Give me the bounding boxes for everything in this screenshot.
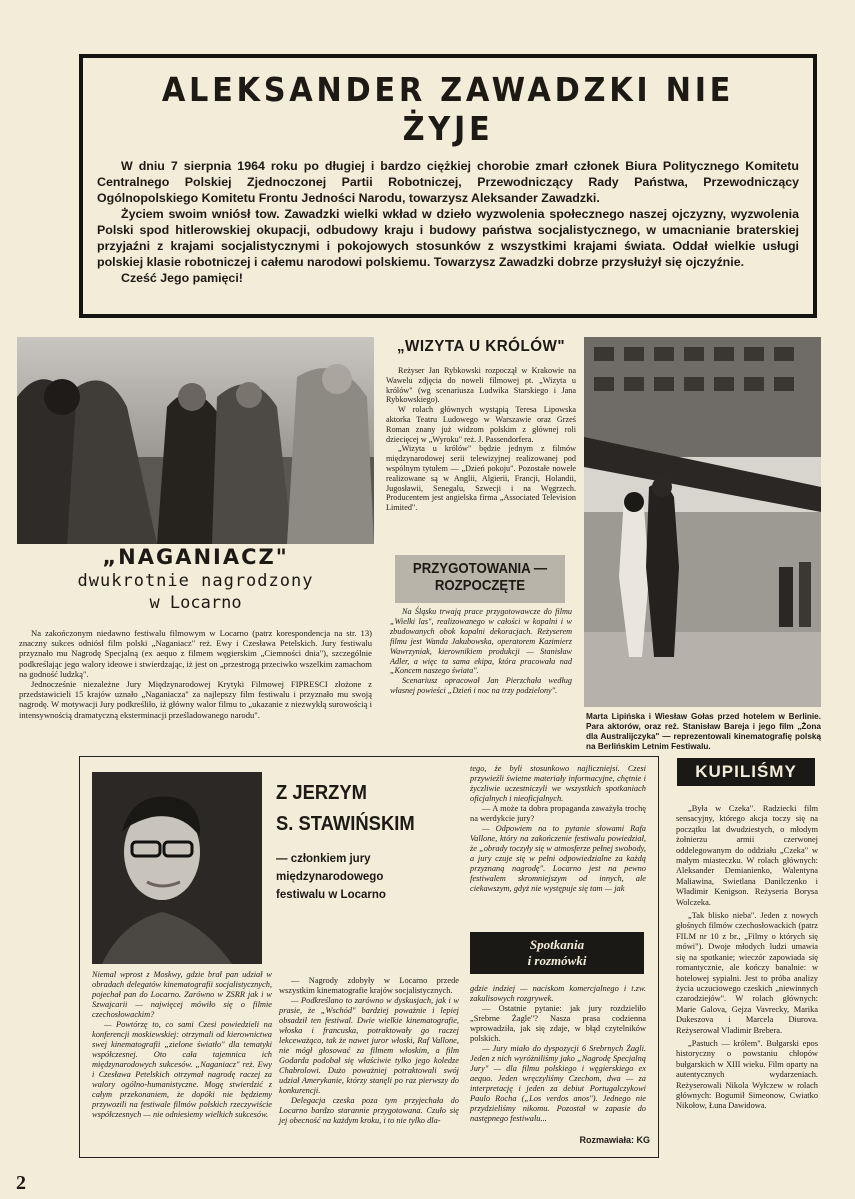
wizyta-paragraph: Reżyser Jan Rybkowski rozpoczął w Krakowie na Wawelu zdjęcia do noweli filmowej pt. „Wizyta u królów" (wg scenariusza Ludwika Starskiego i Jana Rybkowskiego). [386, 366, 576, 405]
spotkania-badge [470, 932, 644, 974]
stawinski-portrait [92, 772, 262, 964]
naganiacz-paragraph: Jednocześnie niezależne Jury Międzynarodowej Krytyki Filmowej FIPRESCI złożone z przedstawicieli 15 krajów uznało „Naganiacza" za najlepszy film festiwalu i przyznało mu swoją nagrodę. W motywacji Jury podkreśliło, iż główny walor filmu to „ukazanie z niezwykłą surowością i intensywnością dramatyczną eksterminacji prześladowanego narodu". [19, 679, 372, 720]
kupilismy-body [676, 804, 818, 1112]
naganiacz-title: „NAGANIACZ" [102, 545, 289, 569]
kupilismy-paragraph: „Tak blisko nieba". Jeden z nowych głośnych filmów czechosłowackich (patrz FILM nr 10 z br., „Filmy o których się mówi"). Dwoje młodych ludzi umawia się na spotkanie; wieczór zapowiada się romantycznie, ale kończy banalnie: w hotelowej sypialni. Jest to próba analizy życia uczuciowego czeskich „niewinnych czarodziejów". W rolach głównych: Marie Galova, Gejza Vavrecky, Marika Dukeszova i Marcela Diurova. Reżyserował Vladimir Brebera. [676, 911, 818, 1035]
page-number: 2 [16, 1172, 26, 1194]
kupilismy-title: KUPILIŚMY [677, 758, 815, 786]
interview-title-line1: Z JERZYM [276, 782, 367, 804]
kupilismy-paragraph: „Była w Czeka". Radziecki film sensacyjny, którego akcja toczy się na początku lat dwudziestych, o młodym żołnierzu armii czerwonej oddelegowanym do oddziału „Czeka" w małym miasteczku. W rolach głównych: Aleksander Demianienko, Walentyna Maliawina, Swietlana Danilczenko i Władimir Kenigson. Reżyseria Borysa Wolczeka. [676, 804, 818, 907]
przygotowania-title-line2: ROZPOCZĘTE [434, 577, 526, 594]
przygotowania-title-line1: PRZYGOTOWANIA — [412, 560, 548, 577]
interview-signature: Rozmawiała: KG [579, 1135, 650, 1145]
kupilismy-paragraph: „Pastuch — królem". Bułgarski epos historyczny o powstaniu chłopów bułgarskich w XIII wieku. Film oparty na autentycznych wydarzeniach. Reżyserowali Nikola Wyłczew w rolach głównych: Bogumił Simeonow, Cwiatko Nikołow, Łuna Dawidowa. [676, 1038, 818, 1111]
obituary-title: ALEKSANDER ZAWADZKI NIE ŻYJE [161, 70, 735, 148]
wizyta-title: „WIZYTA U KRÓLÓW" [396, 338, 566, 355]
naganiacz-subtitle-place: w Locarno [149, 593, 242, 613]
berlin-photo-image [584, 337, 821, 707]
przygotowania-heading-box [395, 555, 565, 603]
berlin-photo [584, 337, 821, 707]
obituary-paragraph: W dniu 7 sierpnia 1964 roku po długiej i bardzo ciężkiej chorobie zmarł członek Biura Politycznego Komitetu Centralnego Polskiej Zjednoczonej Partii Robotniczej, Przewodniczący Rady Państwa, Przewodniczący Ogólnopolskiego Komitetu Frontu Jedności Narodu, towarzysz Aleksander Zawadzki. [97, 159, 799, 205]
naganiacz-photo [17, 337, 374, 544]
wizyta-body [386, 366, 576, 513]
interview-column-1 [92, 970, 272, 1120]
naganiacz-photo-image [17, 337, 374, 544]
naganiacz-paragraph: Na zakończonym niedawno festiwalu filmowym w Locarno (patrz korespondencja na str. 13) znaczny sukces odniósł film polski „Naganiacz" reż. Ewy i Czesława Petelskich. Jury festiwalu przyznało mu Nagrodę Specjalną (ex aequo z filmem węgierskim „Ciemności dnia"), szczególnie podkreślając jego walory ideowe i stwierdzając, iż jest on „przestrogą przeciwko wszelkim zamachom na godność ludzką". [19, 628, 372, 679]
spotkania-badge-line2: i rozmówki [527, 953, 587, 968]
interview-column-2 [279, 976, 459, 1126]
interview-paragraph: — Podkreślano to zarówno w dyskusjach, jak i w prasie, że „Wschód" bardziej poważnie i lepiej obsadził ten festiwal. Dwie wielkie kinematografie, włoska i francuska, potraktowały go raczej lekceważąco, tak że nawet juror włoski, Raf Vallone, nie mógł głosować za filmem włoskim, a film Godarda podobał się właściwie tylko jego koledze Chabrolowi. Dużo poważniej potraktowali swój udział Amerykanie, którzy stanęli po raz pierwszy do konkurencji. [279, 996, 459, 1095]
interview-paragraph: gdzie indziej — naciskom komercjalnego i t.zw. zakulisowych rozgrywek. [470, 984, 646, 1003]
spotkania-badge-line1: Spotkania [529, 937, 585, 952]
interview-paragraph: — A może ta dobra propaganda zaważyła trochę na werdykcie jury? [470, 804, 646, 823]
obituary-box [79, 54, 817, 318]
interview-paragraph: — Jury miało do dyspozycji 6 Srebrnych Żagli. Jeden z nich wyróżniliśmy jako „Nagrodę Specjalną Jury" — dla filmu polskiego i węgierskiego ex aequo. Jeden wręczyliśmy Czechom, dwa — za interpretację i jeden za debiut Portugalczykowi Paulo Rocha („Los verdos anos"). Jednego nie przydzieliśmy nikomu. Pozostał w zapasie do następnego festiwalu... [470, 1044, 646, 1123]
berlin-photo-caption: Marta Lipińska i Wiesław Gołas przed hotelem w Berlinie. Para aktorów, oraz reż. Stanisław Bareja i jego film „Żona dla Australijczyka" — reprezentowali kinematografię polską na Berlińskim Letnim Festiwalu. [586, 712, 821, 751]
obituary-paragraph: Życiem swoim wniósł tow. Zawadzki wielki wkład w dzieło wyzwolenia społecznego naszej ojczyzny, wyzwolenia Polski spod hitlerowskiej okupacji, odbudowy kraju i budowy państwa socjalistycznego, w umacnianie braterskiej przyjaźni z krajami socjalistycznymi i pokojowych stosunków z wszystkimi krajami świata. Oddał wielkie usługi polskiej klasie robotniczej i całemu narodowi polskiemu. Towarzysz Zawadzki dobrze przysłużył się ojczyźnie. [97, 207, 799, 269]
wizyta-article [386, 338, 576, 513]
interview-column-3-bottom [470, 984, 646, 1124]
przygotowania-body [390, 607, 572, 696]
obituary-body [97, 158, 799, 286]
interview-paragraph: Niemal wprost z Moskwy, gdzie brał pan udział w obradach delegatów kinematografii socjalistycznych, pojechał pan do Locarno. Zarówno w ZSRR jak i w Szwajcarii — najwięcej mówiło się o filmie czechosłowackim? [92, 970, 272, 1019]
interview-subtitle: — członkiem jury międzynarodowego festiwalu w Locarno [276, 853, 386, 901]
interview-paragraph: tego, że byli stosunkowo najliczniejsi. Czesi przywieźli świetne materiały informacyjne, chętnie i życzliwie uczestniczyli we wszystkich spotkaniach oficjalnych i nieoficjalnych. [470, 764, 646, 803]
naganiacz-heading [17, 545, 374, 613]
interview-paragraph: — Nagrody zdobyły w Locarno przede wszystkim kinematografie krajów socjalistycznych. [279, 976, 459, 995]
interview-column-3-top [470, 764, 646, 894]
przygotowania-paragraph: Scenariusz opracował Jan Pierzchała według własnej powieści „Dzień i noc na trzy podzielony". [390, 676, 572, 696]
naganiacz-body [19, 628, 372, 720]
przygotowania-paragraph: Na Śląsku trwają prace przygotowawcze do filmu „Wielki las", realizowanego w całości w kopalni i w zbudowanych obok kopalni dekoracjach. Reżyserem filmu jest Wanda Jakubowska, operatorem Kazimierz Wawrzyniak, kierownikiem produkcji — Stanisław Adler, a więc ta sama ekipa, która pracowała nad „Koncem naszego świata". [390, 607, 572, 676]
interview-title-line2: S. STAWIŃSKIM [276, 813, 415, 835]
interview-heading [276, 782, 456, 904]
interview-paragraph: — Powtórzę to, co sami Czesi powiedzieli na konferencji moskiewskiej: otrzymali od kierownictwa swej kinematografii „zielone światło" dla tematyki współczesnej. Oto cała tajemnica ich międzynarodowych sukcesów. „Naganiacz" reż. Ewy i Czesława Petelskich otrzymał nagrodę raczej za walory ogólno-humanistyczne. Mogę stwierdzić z całym przekonaniem, że dopóki nie będziemy przywozili na festiwale filmów polskich rzeczywiście współczesnych — nie odniesiemy wielkich sukcesów. [92, 1020, 272, 1119]
wizyta-paragraph: W rolach głównych wystąpią Teresa Lipowska aktorka Teatru Ludowego w Warszawie oraz Grześ Roman znany już widzom polskim z głównej roli dziecięcej w „Wyroku" reż. J. Passendorfera. [386, 405, 576, 444]
interview-paragraph: — Ostatnie pytanie: jak jury rozdzieliło „Srebrne Żagle"? Nasza prasa codzienna wprowadziła, jak się zdaje, w błąd czytelników polskich. [470, 1004, 646, 1043]
obituary-paragraph: Cześć Jego pamięci! [121, 271, 243, 285]
stawinski-portrait-image [92, 772, 262, 964]
naganiacz-subtitle: dwukrotnie nagrodzony [77, 571, 314, 591]
interview-paragraph: Delegacja czeska poza tym przyjechała do Locarno bardzo starannie przygotowana. Czuło się jej obecność na każdym kroku, i to nie tylko dla- [279, 1096, 459, 1125]
wizyta-paragraph: „Wizyta u królów" będzie jednym z filmów międzynarodowej serii telewizyjnej realizowanej pod wspólnym tytułem — „Dzień pokoju". Pozostałe nowele realizowane są w Anglii, Algierii, Francji, Holandii, Jugosławii, Senegalu, Szwecji i na Węgrzech. Producentem jest angielska firma „Associated Television Limited". [386, 444, 576, 513]
interview-paragraph: — Odpowiem na to pytanie słowami Rafa Vallone, który na zakończenie festiwalu powiedział, że „obrady toczyły się w atmosferze pełnej swobody, a jury czuje się w pełni odpowiedzialne za każdą przyznaną nagrodę". Locarno jest na pewno festiwalem skromniejszym od innych, ale ciekawszym, gdyż nie występuje się tam — jak [470, 824, 646, 893]
